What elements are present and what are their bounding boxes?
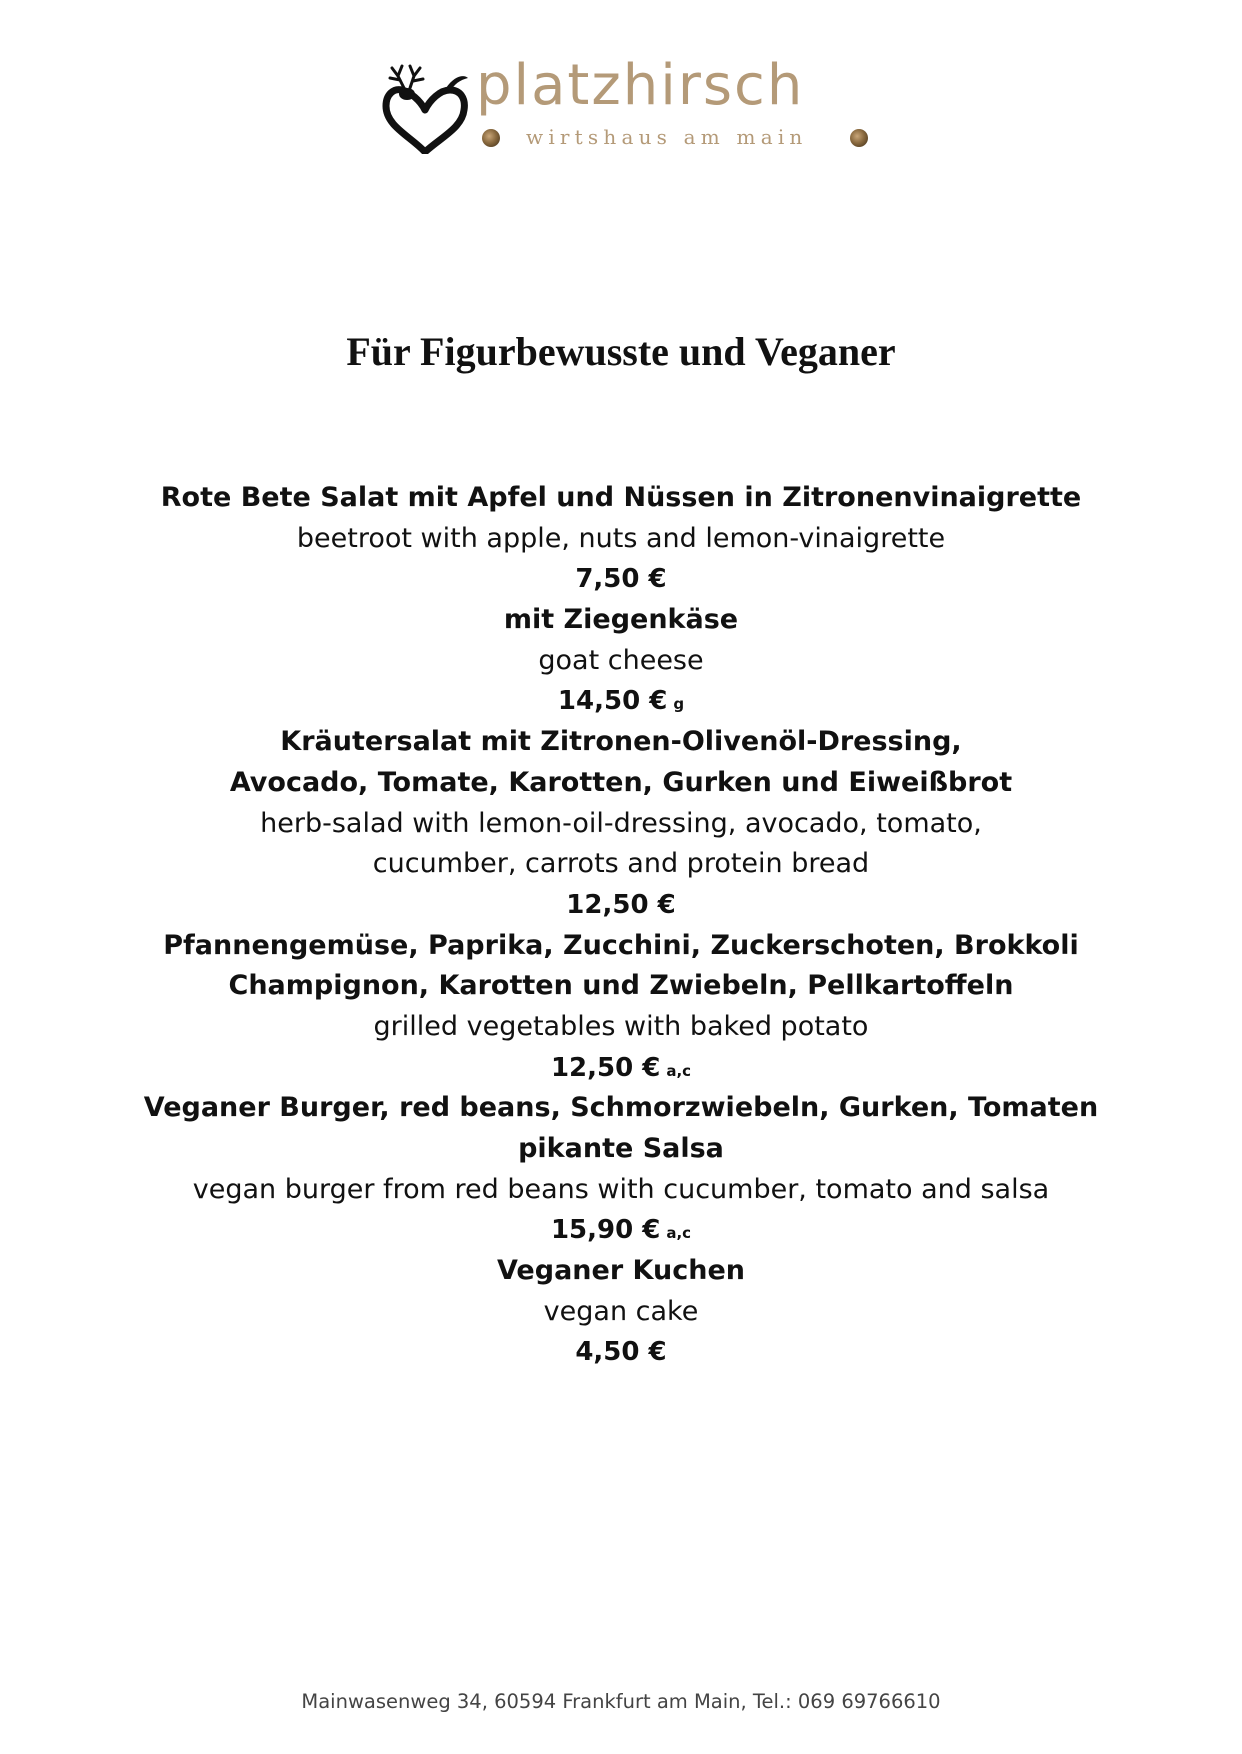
menu-item-price: 12,50 € — [566, 889, 676, 920]
menu-item-description: cucumber, carrots and protein bread — [372, 848, 870, 880]
menu-item-price: 7,50 € — [575, 564, 667, 595]
logo-wordmark: platzhirsch — [476, 53, 805, 118]
menu-item-description: grilled vegetables with baked potato — [373, 1010, 869, 1042]
menu-item-price: 15,90 € a,c — [550, 1215, 692, 1246]
allergen-codes: a,c — [666, 1061, 692, 1080]
menu-item-price: 4,50 € — [575, 1337, 667, 1368]
page-title: Für Figurbewusste und Veganer — [346, 329, 896, 374]
menu-item-title: Avocado, Tomate, Karotten, Gurken und Eiweißbrot — [229, 766, 1013, 798]
menu-item-description: vegan burger from red beans with cucumber, tomato and salsa — [192, 1173, 1050, 1205]
logo-dot-left — [482, 129, 500, 147]
menu-item-title: Pfannengemüse, Paprika, Zucchini, Zuckerschoten, Brokkoli — [163, 929, 1079, 961]
logo-dot-right — [850, 129, 868, 147]
footer-address: Mainwasenweg 34, 60594 Frankfurt am Main, Tel.: 069 69766610 — [301, 1690, 941, 1713]
menu-item-price: 14,50 € g — [557, 686, 685, 717]
menu-item-title: mit Ziegenkäse — [503, 604, 739, 636]
allergen-codes: a,c — [666, 1224, 692, 1243]
menu-item-price: 12,50 € a,c — [550, 1052, 692, 1083]
menu-list — [0, 478, 1242, 1373]
menu-item-description: herb-salad with lemon-oil-dressing, avocado, tomato, — [260, 807, 982, 839]
deer-heart-logo-icon — [380, 54, 470, 154]
allergen-codes: g — [673, 695, 685, 714]
menu-item-title: Rote Bete Salat mit Apfel und Nüssen in Zitronenvinaigrette — [160, 482, 1082, 513]
platzhirsch-logo — [380, 54, 880, 154]
menu-item-title: Champignon, Karotten und Zwiebeln, Pellkartoffeln — [228, 970, 1014, 1002]
menu-item-description: goat cheese — [538, 644, 704, 676]
menu-item-title: pikante Salsa — [518, 1133, 724, 1164]
menu-item-title: Veganer Burger, red beans, Schmorzwiebeln, Gurken, Tomaten — [143, 1092, 1099, 1124]
menu-item-description: beetroot with apple, nuts and lemon-vinaigrette — [296, 522, 946, 554]
menu-item-description: vegan cake — [543, 1295, 699, 1327]
menu-item-title: Kräutersalat mit Zitronen-Olivenöl-Dressing, — [280, 726, 962, 758]
menu-item-title: Veganer Kuchen — [497, 1255, 745, 1287]
logo-tagline: wirtshaus am main — [526, 125, 808, 149]
